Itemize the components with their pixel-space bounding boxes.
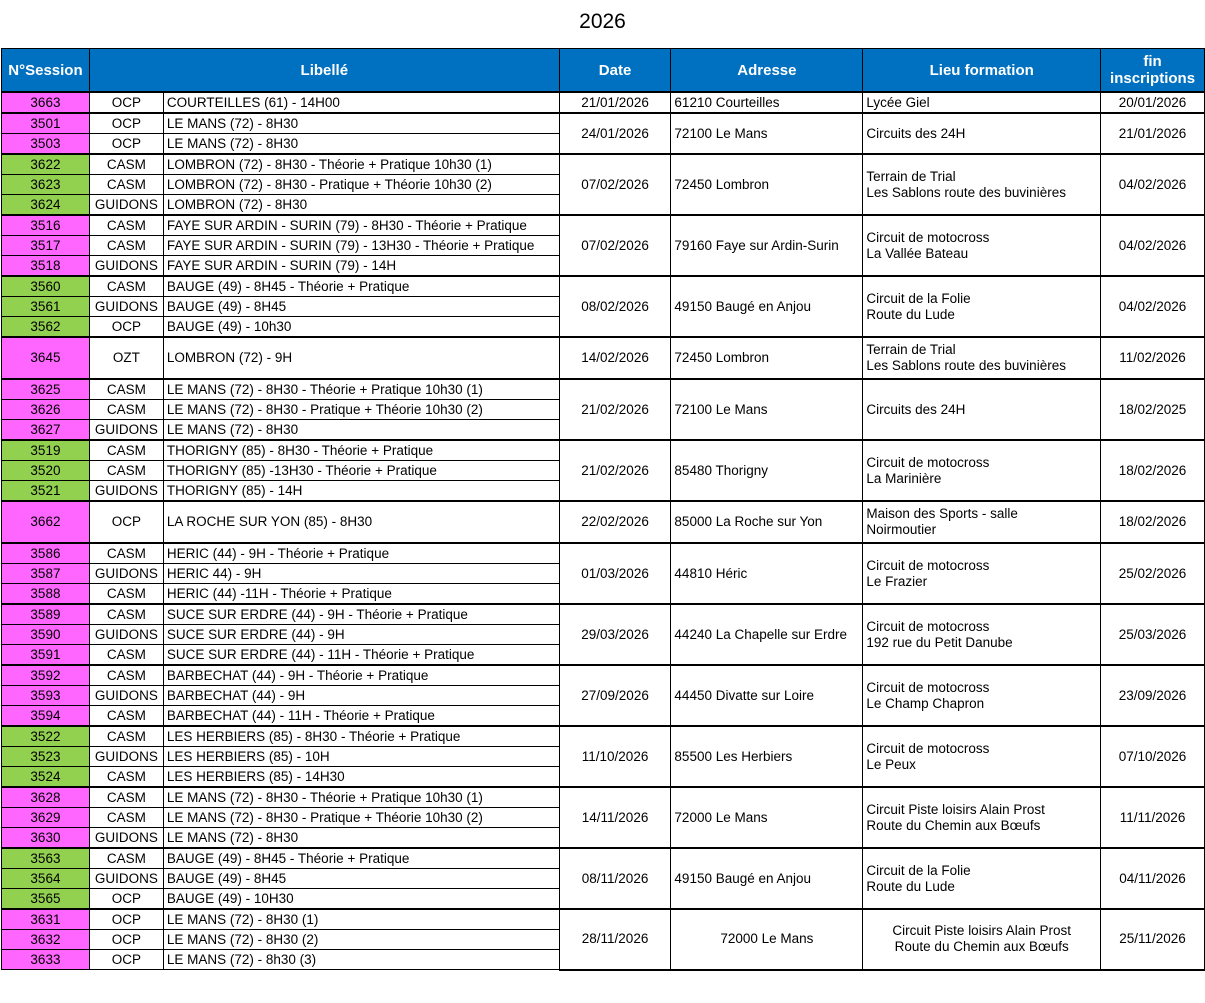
session-number: 3586	[2, 543, 90, 564]
session-number: 3518	[2, 256, 90, 277]
session-number: 3522	[2, 726, 90, 747]
session-libelle: BAUGE (49) - 10h30	[163, 317, 559, 338]
session-adresse: 49150 Baugé en Anjou	[671, 276, 863, 337]
session-type: OCP	[89, 134, 163, 155]
session-type: OCP	[89, 501, 163, 543]
session-adresse: 61210 Courteilles	[671, 92, 863, 113]
session-number: 3623	[2, 175, 90, 195]
session-number: 3626	[2, 400, 90, 420]
session-type: CASM	[89, 276, 163, 297]
session-libelle: BAUGE (49) - 8H45	[163, 297, 559, 317]
session-number: 3645	[2, 337, 90, 379]
session-number: 3503	[2, 134, 90, 155]
session-type: OCP	[89, 950, 163, 970]
session-libelle: LOMBRON (72) - 8H30 - Théorie + Pratique 10h30 (1)	[163, 154, 559, 175]
session-libelle: LE MANS (72) - 8H30	[163, 420, 559, 441]
session-number: 3594	[2, 706, 90, 727]
table-row	[2, 665, 1205, 686]
session-lieu	[863, 665, 1101, 726]
lieu-line: Maison des Sports - salle	[866, 506, 1018, 521]
session-libelle: HERIC (44) -11H - Théorie + Pratique	[163, 584, 559, 605]
session-number: 3588	[2, 584, 90, 605]
session-type: CASM	[89, 175, 163, 195]
session-libelle: LA ROCHE SUR YON (85) - 8H30	[163, 501, 559, 543]
session-number: 3632	[2, 930, 90, 950]
session-type: OCP	[89, 889, 163, 910]
session-fin-inscriptions: 04/02/2026	[1101, 276, 1205, 337]
session-libelle: FAYE SUR ARDIN - SURIN (79) - 8H30 - Théorie + Pratique	[163, 215, 559, 236]
header-row	[2, 49, 1205, 93]
session-libelle: THORIGNY (85) -13H30 - Théorie + Pratique	[163, 461, 559, 481]
session-type: CASM	[89, 584, 163, 605]
session-type: OCP	[89, 317, 163, 338]
session-date: 07/02/2026	[559, 215, 671, 276]
session-number: 3589	[2, 604, 90, 625]
header-fin	[1101, 49, 1205, 93]
session-adresse: 79160 Faye sur Ardin-Surin	[671, 215, 863, 276]
session-lieu	[863, 92, 1101, 113]
session-libelle: THORIGNY (85) - 8H30 - Théorie + Pratique	[163, 440, 559, 461]
session-adresse: 72000 Le Mans	[671, 787, 863, 848]
session-libelle: LES HERBIERS (85) - 14H30	[163, 767, 559, 788]
session-libelle: THORIGNY (85) - 14H	[163, 481, 559, 502]
session-number: 3631	[2, 909, 90, 930]
session-number: 3630	[2, 828, 90, 849]
session-fin-inscriptions: 11/11/2026	[1101, 787, 1205, 848]
session-number: 3627	[2, 420, 90, 441]
session-number: 3565	[2, 889, 90, 910]
session-libelle: LE MANS (72) - 8H30 - Théorie + Pratique 10h30 (1)	[163, 787, 559, 808]
session-fin-inscriptions: 23/09/2026	[1101, 665, 1205, 726]
session-lieu	[863, 440, 1101, 501]
session-libelle: LE MANS (72) - 8h30 (3)	[163, 950, 559, 970]
session-type: OCP	[89, 113, 163, 134]
session-adresse: 44450 Divatte sur Loire	[671, 665, 863, 726]
table-row	[2, 337, 1205, 379]
header-fin-line2: inscriptions	[1110, 70, 1196, 87]
table-row	[2, 909, 1205, 930]
session-number: 3624	[2, 195, 90, 216]
page-title: 2026	[579, 10, 626, 33]
session-libelle: BAUGE (49) - 8H45	[163, 869, 559, 889]
session-type: CASM	[89, 400, 163, 420]
lieu-line: Route du Chemin aux Bœufs	[866, 817, 1041, 833]
session-type: GUIDONS	[89, 564, 163, 584]
session-number: 3560	[2, 276, 90, 297]
session-adresse: 44240 La Chapelle sur Erdre	[671, 604, 863, 665]
session-adresse: 44810 Héric	[671, 543, 863, 604]
session-type: CASM	[89, 665, 163, 686]
session-adresse: 85480 Thorigny	[671, 440, 863, 501]
lieu-line: Lycée Giel	[866, 94, 930, 110]
lieu-line: Circuits des 24H	[866, 125, 966, 141]
session-date: 29/03/2026	[559, 604, 671, 665]
session-libelle: BARBECHAT (44) - 9H	[163, 686, 559, 706]
session-libelle: LE MANS (72) - 8H30	[163, 134, 559, 155]
session-adresse: 85000 La Roche sur Yon	[671, 501, 863, 543]
session-type: GUIDONS	[89, 420, 163, 441]
sessions-body	[2, 92, 1205, 970]
session-date: 24/01/2026	[559, 113, 671, 154]
session-number: 3628	[2, 787, 90, 808]
table-row	[2, 726, 1205, 747]
session-date: 21/01/2026	[559, 92, 671, 113]
session-number: 3521	[2, 481, 90, 502]
session-fin-inscriptions: 07/10/2026	[1101, 726, 1205, 787]
session-libelle: LE MANS (72) - 8H30 - Théorie + Pratique 10h30 (1)	[163, 379, 559, 400]
table-row	[2, 113, 1205, 134]
session-date: 27/09/2026	[559, 665, 671, 726]
session-number: 3625	[2, 379, 90, 400]
lieu-line: Terrain de Trial	[866, 168, 956, 184]
lieu-line: Noirmoutier	[866, 522, 937, 537]
session-number: 3519	[2, 440, 90, 461]
lieu-line: Les Sablons route des buvinières	[866, 358, 1066, 373]
session-libelle: LOMBRON (72) - 9H	[163, 337, 559, 379]
session-fin-inscriptions: 18/02/2025	[1101, 379, 1205, 440]
session-number: 3564	[2, 869, 90, 889]
lieu-line: Route du Lude	[866, 306, 955, 322]
session-libelle: LE MANS (72) - 8H30	[163, 828, 559, 849]
session-fin-inscriptions: 20/01/2026	[1101, 92, 1205, 113]
session-type: CASM	[89, 848, 163, 869]
session-type: CASM	[89, 440, 163, 461]
session-number: 3629	[2, 808, 90, 828]
session-number: 3523	[2, 747, 90, 767]
session-type: CASM	[89, 215, 163, 236]
session-type: OCP	[89, 92, 163, 113]
session-fin-inscriptions: 11/02/2026	[1101, 337, 1205, 379]
session-lieu	[863, 113, 1101, 154]
session-number: 3562	[2, 317, 90, 338]
lieu-line: Circuit de motocross	[866, 557, 990, 573]
session-adresse: 72450 Lombron	[671, 337, 863, 379]
sessions-table	[1, 48, 1205, 971]
session-adresse: 72000 Le Mans	[671, 909, 863, 970]
session-number: 3516	[2, 215, 90, 236]
session-lieu	[863, 543, 1101, 604]
lieu-line: Route du Chemin aux Bœufs	[894, 939, 1069, 955]
lieu-line: Circuit de motocross	[866, 740, 990, 756]
lieu-line: Le Champ Chapron	[866, 695, 985, 711]
session-number: 3587	[2, 564, 90, 584]
table-row	[2, 379, 1205, 400]
session-number: 3517	[2, 236, 90, 256]
session-libelle: HERIC 44) - 9H	[163, 564, 559, 584]
table-row	[2, 154, 1205, 175]
session-type: CASM	[89, 604, 163, 625]
session-fin-inscriptions: 04/11/2026	[1101, 848, 1205, 909]
session-libelle: LES HERBIERS (85) - 8H30 - Théorie + Pratique	[163, 726, 559, 747]
session-type: CASM	[89, 461, 163, 481]
session-lieu	[863, 848, 1101, 909]
session-number: 3622	[2, 154, 90, 175]
session-type: CASM	[89, 726, 163, 747]
session-fin-inscriptions: 18/02/2026	[1101, 501, 1205, 543]
session-libelle: LE MANS (72) - 8H30 - Pratique + Théorie 10h30 (2)	[163, 808, 559, 828]
session-fin-inscriptions: 25/02/2026	[1101, 543, 1205, 604]
session-type: OCP	[89, 930, 163, 950]
session-type: GUIDONS	[89, 686, 163, 706]
session-libelle: LE MANS (72) - 8H30 - Pratique + Théorie 10h30 (2)	[163, 400, 559, 420]
session-number: 3563	[2, 848, 90, 869]
session-date: 14/11/2026	[559, 787, 671, 848]
session-libelle: BARBECHAT (44) - 9H - Théorie + Pratique	[163, 665, 559, 686]
session-lieu	[863, 154, 1101, 215]
session-type: GUIDONS	[89, 828, 163, 849]
session-date: 07/02/2026	[559, 154, 671, 215]
session-type: OZT	[89, 337, 163, 379]
lieu-line: Circuit Piste loisirs Alain Prost	[892, 923, 1071, 939]
session-date: 08/11/2026	[559, 848, 671, 909]
session-libelle: FAYE SUR ARDIN - SURIN (79) - 13H30 - Théorie + Pratique	[163, 236, 559, 256]
table-row	[2, 604, 1205, 625]
table-row	[2, 501, 1205, 543]
session-date: 08/02/2026	[559, 276, 671, 337]
table-row	[2, 215, 1205, 236]
session-type: GUIDONS	[89, 747, 163, 767]
table-row	[2, 276, 1205, 297]
session-type: GUIDONS	[89, 481, 163, 502]
session-number: 3591	[2, 645, 90, 666]
session-date: 21/02/2026	[559, 440, 671, 501]
session-date: 01/03/2026	[559, 543, 671, 604]
session-fin-inscriptions: 18/02/2026	[1101, 440, 1205, 501]
session-type: GUIDONS	[89, 297, 163, 317]
session-number: 3592	[2, 665, 90, 686]
session-number: 3561	[2, 297, 90, 317]
session-libelle: LES HERBIERS (85) - 10H	[163, 747, 559, 767]
session-type: GUIDONS	[89, 869, 163, 889]
session-libelle: BAUGE (49) - 10H30	[163, 889, 559, 910]
header-lieu: Lieu formation	[863, 49, 1101, 93]
session-fin-inscriptions: 04/02/2026	[1101, 154, 1205, 215]
header-adresse: Adresse	[671, 49, 863, 93]
session-libelle: LOMBRON (72) - 8H30 - Pratique + Théorie 10h30 (2)	[163, 175, 559, 195]
session-libelle: COURTEILLES (61) - 14H00	[163, 92, 559, 113]
session-libelle: FAYE SUR ARDIN - SURIN (79) - 14H	[163, 256, 559, 277]
session-libelle: BAUGE (49) - 8H45 - Théorie + Pratique	[163, 276, 559, 297]
session-lieu	[863, 909, 1101, 970]
session-number: 3662	[2, 501, 90, 543]
session-number: 3501	[2, 113, 90, 134]
session-type: CASM	[89, 379, 163, 400]
lieu-line: Circuit de motocross	[866, 454, 990, 470]
lieu-line: Circuit de motocross	[866, 618, 990, 634]
session-date: 14/02/2026	[559, 337, 671, 379]
session-number: 3520	[2, 461, 90, 481]
session-libelle: SUCE SUR ERDRE (44) - 11H - Théorie + Pratique	[163, 645, 559, 666]
lieu-line: 192 rue du Petit Danube	[866, 634, 1013, 650]
session-libelle: BAUGE (49) - 8H45 - Théorie + Pratique	[163, 848, 559, 869]
session-adresse: 49150 Baugé en Anjou	[671, 848, 863, 909]
session-date: 21/02/2026	[559, 379, 671, 440]
session-lieu	[863, 787, 1101, 848]
session-lieu	[863, 726, 1101, 787]
session-type: CASM	[89, 706, 163, 727]
session-number: 3663	[2, 92, 90, 113]
session-lieu	[863, 276, 1101, 337]
session-libelle: LE MANS (72) - 8H30 (1)	[163, 909, 559, 930]
table-row	[2, 543, 1205, 564]
session-adresse: 72100 Le Mans	[671, 379, 863, 440]
session-type: CASM	[89, 154, 163, 175]
session-type: CASM	[89, 767, 163, 788]
lieu-line: Circuits des 24H	[866, 401, 966, 417]
header-libelle: Libellé	[89, 49, 559, 93]
lieu-line: Terrain de Trial	[866, 342, 956, 357]
session-lieu	[863, 501, 1101, 543]
session-libelle: SUCE SUR ERDRE (44) - 9H - Théorie + Pratique	[163, 604, 559, 625]
lieu-line: La Marinière	[866, 470, 942, 486]
session-fin-inscriptions: 25/03/2026	[1101, 604, 1205, 665]
session-libelle: LOMBRON (72) - 8H30	[163, 195, 559, 216]
lieu-line: Les Sablons route des buvinières	[866, 184, 1066, 200]
table-row	[2, 848, 1205, 869]
header-date: Date	[559, 49, 671, 93]
session-libelle: BARBECHAT (44) - 11H - Théorie + Pratique	[163, 706, 559, 727]
table-row	[2, 440, 1205, 461]
table-row	[2, 92, 1205, 113]
session-type: CASM	[89, 236, 163, 256]
lieu-line: Circuit de la Folie	[866, 290, 971, 306]
session-type: CASM	[89, 645, 163, 666]
lieu-line: Circuit de motocross	[866, 679, 990, 695]
session-date: 28/11/2026	[559, 909, 671, 970]
session-adresse: 72450 Lombron	[671, 154, 863, 215]
session-fin-inscriptions: 21/01/2026	[1101, 113, 1205, 154]
session-fin-inscriptions: 25/11/2026	[1101, 909, 1205, 970]
lieu-line: Circuit de la Folie	[866, 862, 971, 878]
session-number: 3633	[2, 950, 90, 970]
lieu-line: La Vallée Bateau	[866, 245, 969, 261]
session-type: CASM	[89, 543, 163, 564]
session-libelle: LE MANS (72) - 8H30 (2)	[163, 930, 559, 950]
header-fin-line1: fin	[1143, 53, 1162, 70]
session-lieu	[863, 337, 1101, 379]
session-adresse: 72100 Le Mans	[671, 113, 863, 154]
session-lieu	[863, 215, 1101, 276]
session-type: GUIDONS	[89, 256, 163, 277]
session-date: 22/02/2026	[559, 501, 671, 543]
session-number: 3593	[2, 686, 90, 706]
session-type: GUIDONS	[89, 625, 163, 645]
session-type: GUIDONS	[89, 195, 163, 216]
table-row	[2, 787, 1205, 808]
lieu-line: Circuit Piste loisirs Alain Prost	[866, 801, 1045, 817]
header-session: N°Session	[2, 49, 90, 93]
lieu-line: Route du Lude	[866, 878, 955, 894]
session-type: CASM	[89, 787, 163, 808]
session-adresse: 85500 Les Herbiers	[671, 726, 863, 787]
lieu-line: Le Peux	[866, 756, 916, 772]
session-lieu	[863, 379, 1101, 440]
session-type: CASM	[89, 808, 163, 828]
session-date: 11/10/2026	[559, 726, 671, 787]
session-number: 3590	[2, 625, 90, 645]
session-libelle: SUCE SUR ERDRE (44) - 9H	[163, 625, 559, 645]
session-lieu	[863, 604, 1101, 665]
session-fin-inscriptions: 04/02/2026	[1101, 215, 1205, 276]
lieu-line: Le Frazier	[866, 573, 928, 589]
session-type: OCP	[89, 909, 163, 930]
session-libelle: LE MANS (72) - 8H30	[163, 113, 559, 134]
session-libelle: HERIC (44) - 9H - Théorie + Pratique	[163, 543, 559, 564]
lieu-line: Circuit de motocross	[866, 229, 990, 245]
session-number: 3524	[2, 767, 90, 788]
